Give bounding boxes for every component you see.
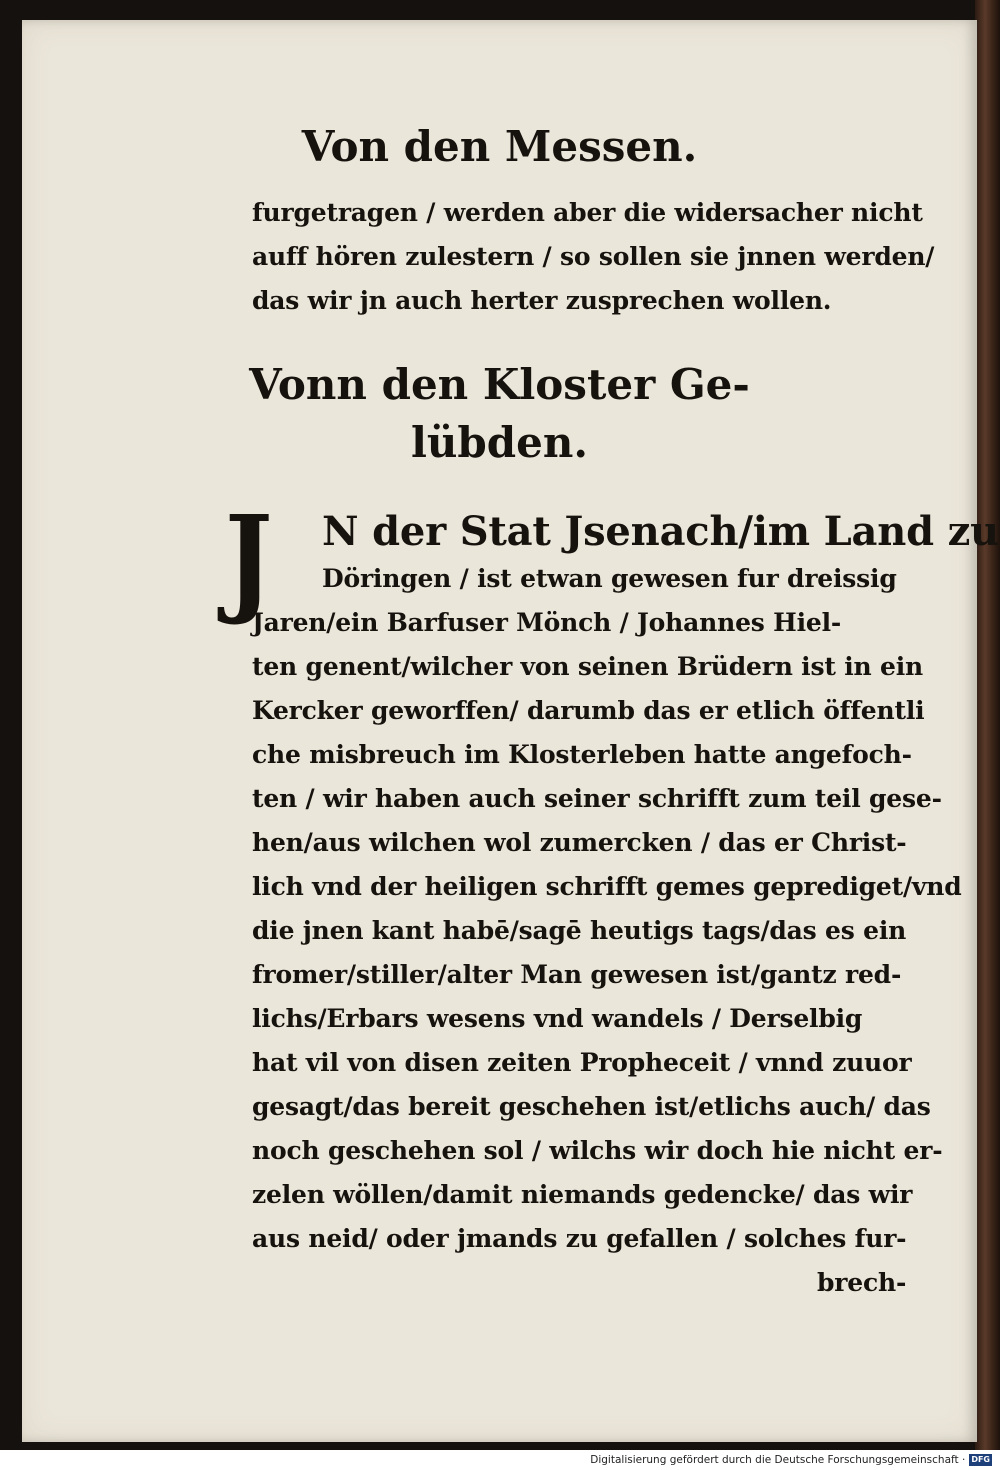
text-line: das wir jn auch herter zusprechen wollen. bbox=[252, 286, 832, 315]
text-line: Kercker geworffen/ darumb das er etlich öffentli bbox=[252, 696, 925, 725]
section-heading-line-2: lübden. bbox=[410, 418, 589, 467]
text-line: die jnen kant habē/sagē heutigs tags/das es ein bbox=[252, 916, 907, 945]
text-line: zelen wöllen/damit niemands gedencke/ das wir bbox=[252, 1180, 913, 1209]
text-line: aus neid/ oder jmands zu gefallen / solches fur- bbox=[252, 1224, 907, 1253]
text-line: lichs/Erbars wesens vnd wandels / Derselbig bbox=[252, 1004, 863, 1033]
book-spine bbox=[975, 0, 1000, 1450]
book-page bbox=[22, 20, 999, 1442]
text-line: ten genent/wilcher von seinen Brüdern ist in ein bbox=[252, 652, 923, 681]
digitization-footer bbox=[590, 1450, 992, 1470]
drop-cap-initial: J bbox=[225, 489, 273, 628]
text-line: Döringen / ist etwan gewesen fur dreissig bbox=[322, 564, 897, 593]
text-line: fromer/stiller/alter Man gewesen ist/gantz red- bbox=[252, 960, 902, 989]
text-line: gesagt/das bereit geschehen ist/etlichs auch/ das bbox=[252, 1092, 931, 1121]
text-line: noch geschehen sol / wilchs wir doch hie nicht er- bbox=[252, 1136, 943, 1165]
text-line: furgetragen / werden aber die widersacher nicht bbox=[252, 198, 923, 227]
page-heading: Von den Messen. bbox=[301, 122, 698, 171]
text-line: Jaren/ein Barfuser Mönch / Johannes Hiel- bbox=[252, 608, 842, 637]
text-line: ten / wir haben auch seiner schrifft zum teil gese- bbox=[252, 784, 942, 813]
dfg-logo-icon: DFG bbox=[971, 1455, 990, 1464]
section-heading-line-1: Vonn den Kloster Ge- bbox=[249, 360, 750, 409]
text-line: lich vnd der heiligen schrifft gemes geprediget/vnd bbox=[252, 872, 962, 901]
catchword-text: brech- bbox=[817, 1268, 907, 1297]
text-line: hat vil von disen zeiten Propheceit / vnnd zuuor bbox=[252, 1048, 912, 1077]
text-line: auff hören zulestern / so sollen sie jnnen werden/ bbox=[252, 242, 935, 271]
text-line: hen/aus wilchen wol zumercken / das er Christ- bbox=[252, 828, 907, 857]
text-line: N der Stat Jsenach/im Land zu bbox=[322, 508, 999, 555]
footer-credit: Digitalisierung gefördert durch die Deutsche Forschungsgemeinschaft · bbox=[590, 1454, 966, 1466]
text-line: che misbreuch im Klosterleben hatte angefoch- bbox=[252, 740, 912, 769]
